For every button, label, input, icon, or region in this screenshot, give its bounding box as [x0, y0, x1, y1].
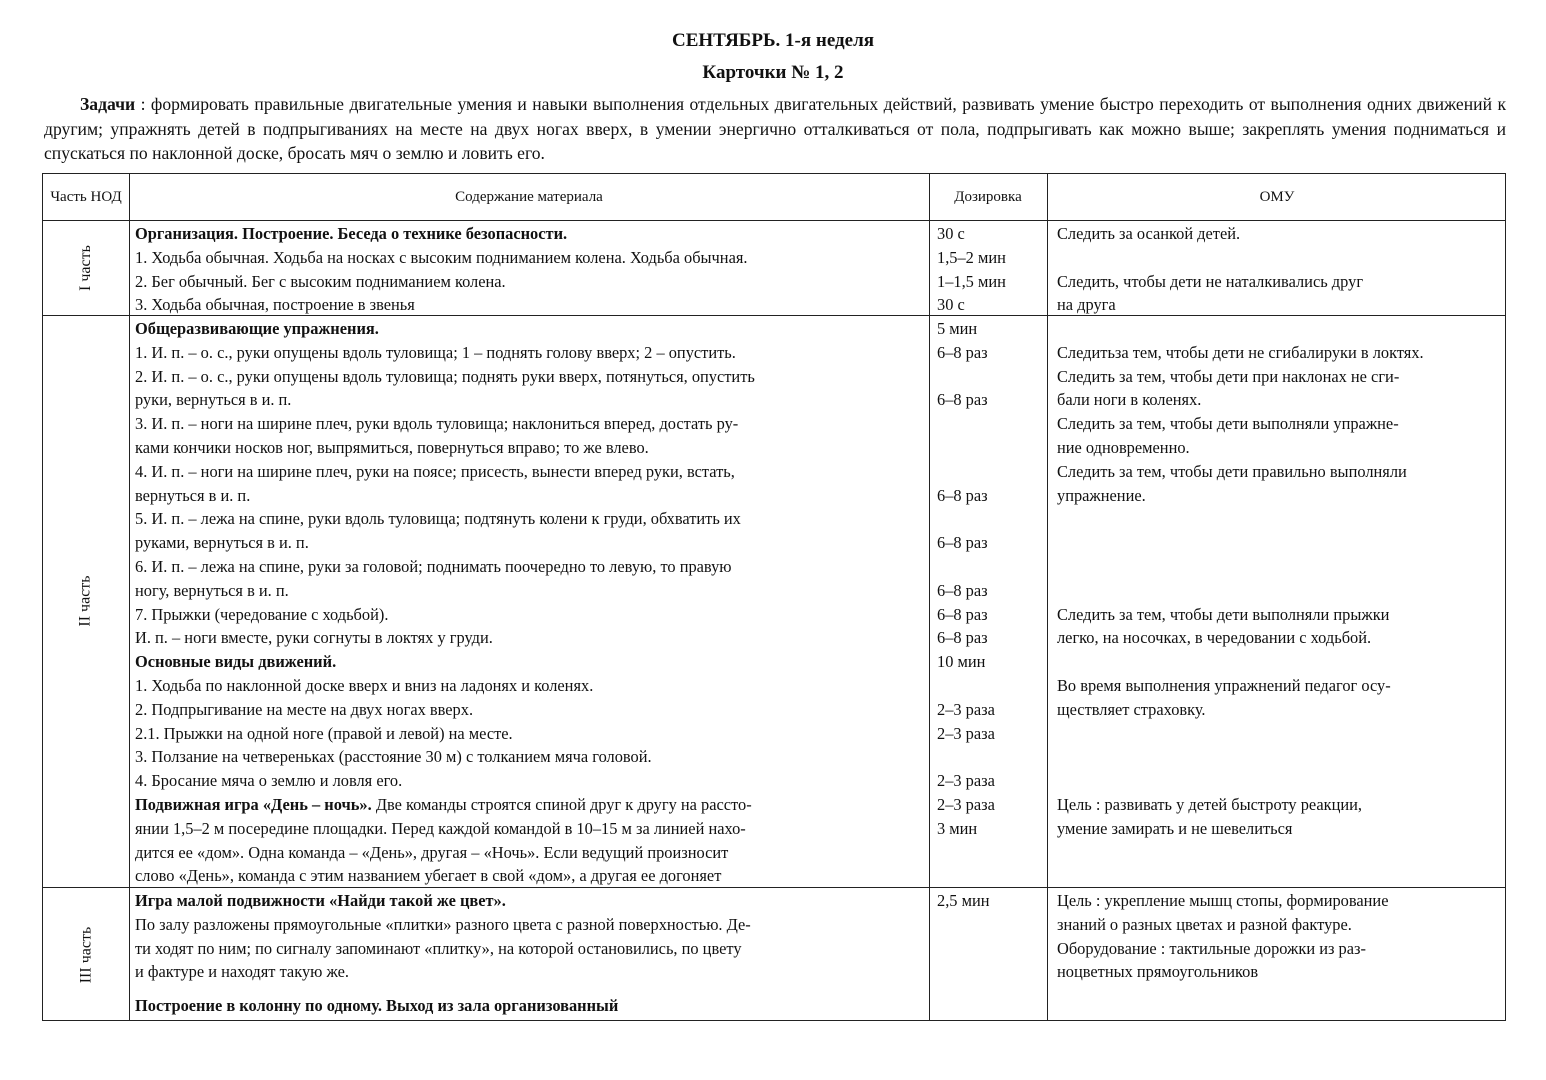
- content-line: 3. Ползание на четвереньках (расстояние 30 м) с толканием мяча головой.: [135, 747, 652, 767]
- part3-dose: [937, 889, 1045, 913]
- content-line: Организация. Построение. Беседа о технике безопасности.: [135, 224, 568, 243]
- content-line: руками, вернуться в и. п.: [135, 533, 309, 553]
- content-line: 2. Подпрыгивание на месте на двух ногах вверх.: [135, 699, 474, 719]
- dose-value: 30 с: [937, 295, 965, 315]
- omu-line: умение замирать и не шевелиться: [1057, 818, 1293, 838]
- part1-content: [135, 222, 925, 317]
- omu-line: Следить за тем, чтобы дети правильно выполняли: [1057, 461, 1407, 481]
- content-line: Игра малой подвижности «Найди такой же цвет».: [135, 891, 506, 910]
- dose-value: 6–8 раз: [937, 580, 988, 600]
- dose-value: 6–8 раз: [937, 342, 988, 362]
- omu-line: упражнение.: [1057, 485, 1146, 505]
- header-omu: ОМУ: [1259, 188, 1295, 205]
- dose-value: 2–3 раза: [937, 723, 995, 743]
- content-line: янии 1,5–2 м посередине площадки. Перед каждой командой в 10–15 м за линией нахо-: [135, 818, 746, 838]
- content-line: руки, вернуться в и. п.: [135, 390, 292, 410]
- omu-line: ществляет страховку.: [1057, 699, 1206, 719]
- content-line: 3. Ходьба обычная, построение в звенья: [135, 295, 415, 315]
- omu-line: Цель : укрепление мышц стопы, формирование: [1057, 891, 1389, 910]
- omu-line: Цель : развивать у детей быстроту реакции,: [1057, 794, 1363, 814]
- content-line: 5. И. п. – лежа на спине, руки вдоль туловища; подтянуть колени к груди, обхватить их: [135, 509, 741, 529]
- dose-value: 2–3 раза: [937, 794, 995, 814]
- omu-line: Следить за осанкой детей.: [1057, 224, 1241, 243]
- content-line: 2.1. Прыжки на одной ноге (правой и левой) на месте.: [135, 723, 513, 743]
- omu-line: знаний о разных цветах и разной фактуре.: [1057, 914, 1352, 934]
- content-line: вернуться в и. п.: [135, 485, 251, 505]
- omu-line: Следить за тем, чтобы дети выполняли прыжки: [1057, 604, 1390, 624]
- omu-line: легко, на носочках, в чередовании с ходьбой.: [1057, 628, 1372, 648]
- omu-line: на друга: [1057, 295, 1116, 315]
- lesson-table: [42, 173, 1506, 1021]
- part3-label-cell: [43, 887, 129, 1022]
- omu-line: Следитьза тем, чтобы дети не сгибалируки в локтях.: [1057, 342, 1424, 362]
- content-line: 2. Бег обычный. Бег с высоким подниманием колена.: [135, 271, 506, 291]
- dose-value: 6–8 раз: [937, 628, 988, 648]
- content-line: По залу разложены прямоугольные «плитки» разного цвета с разной поверхностью. Де-: [135, 914, 751, 934]
- game-title: Подвижная игра «День – ночь».: [135, 794, 372, 814]
- content-line: 7. Прыжки (чередование с ходьбой).: [135, 604, 389, 624]
- tasks-text: : формировать правильные двигательные умения и навыки выполнения отдельных двигательных действий, развивать умение быстро переходить от выполнения одних движений к другим; упражнять детей в подпрыгиваниях на месте на двух ногах вверх, в умении энергично отталкиваться от пола, подпрыгивать как можно выше; закреплять умения подниматься и спускаться по наклонной доске, бросать мяч о землю и ловить его.: [44, 94, 1506, 164]
- part2-content: [135, 317, 925, 888]
- omu-line: бали ноги в коленях.: [1057, 390, 1202, 410]
- dose-value: 5 мин: [937, 319, 978, 338]
- omu-line: Следить за тем, чтобы дети при наклонах не сги-: [1057, 366, 1400, 386]
- content-line: ногу, вернуться в и. п.: [135, 580, 289, 600]
- content-line: дится ее «дом». Одна команда – «День», другая – «Ночь». Если ведущий произносит: [135, 842, 729, 862]
- part3-content: [135, 889, 925, 1018]
- content-line: ками кончики носков ног, выпрямиться, повернуться вправо; то же влево.: [135, 437, 649, 457]
- dose-value: 2–3 раза: [937, 771, 995, 791]
- part1-dose: [937, 222, 1045, 317]
- part2-label: II часть: [76, 575, 94, 627]
- tasks-label: Задачи: [80, 94, 136, 114]
- content-line: 3. И. п. – ноги на ширине плеч, руки вдоль туловища; наклониться вперед, достать ру-: [135, 414, 739, 434]
- part2-omu: [1057, 317, 1503, 841]
- content-line: Построение в колонну по одному. Выход из зала организованный: [135, 996, 619, 1016]
- content-line: 4. И. п. – ноги на ширине плеч, руки на поясе; присесть, вынести вперед руки, встать,: [135, 461, 735, 481]
- content-line: ти ходят по ним; по сигналу запоминают «плитку», на которой остановились, по цвету: [135, 938, 742, 958]
- dose-value: 2–3 раза: [937, 699, 995, 719]
- omu-line: ноцветных прямоугольников: [1057, 962, 1259, 982]
- header-content: Содержание материала: [455, 188, 603, 205]
- header-dose: Дозировка: [954, 188, 1022, 205]
- col-divider: [129, 174, 130, 1020]
- content-line: 4. Бросание мяча о землю и ловля его.: [135, 771, 403, 791]
- content-line: Общеразвивающие упражнения.: [135, 319, 379, 338]
- content-line: слово «День», команда с этим названием убегает в свой «дом», а другая ее догоняет: [135, 866, 722, 886]
- dose-value: 2,5 мин: [937, 891, 990, 910]
- tasks-paragraph: [44, 92, 1506, 166]
- dose-value: 1–1,5 мин: [937, 271, 1006, 291]
- content-line: Основные виды движений.: [135, 652, 337, 672]
- omu-line: Следить, чтобы дети не наталкивались друг: [1057, 271, 1364, 291]
- dose-value: 1,5–2 мин: [937, 247, 1006, 267]
- dose-value: 10 мин: [937, 652, 986, 672]
- content-line: Две команды строятся спиной друг к другу на рассто-: [371, 794, 752, 814]
- content-line: 2. И. п. – о. с., руки опущены вдоль туловища; поднять руки вверх, потянуться, опустить: [135, 366, 755, 386]
- row-divider: [43, 220, 1505, 221]
- content-line: 6. И. п. – лежа на спине, руки за головой; поднимать поочередно то левую, то правую: [135, 556, 732, 576]
- dose-value: 6–8 раз: [937, 485, 988, 505]
- content-line: И. п. – ноги вместе, руки согнуты в локтях у груди.: [135, 628, 493, 648]
- part1-label-cell: [43, 220, 129, 315]
- part2-dose: [937, 317, 1045, 841]
- part2-label-cell: [43, 315, 129, 887]
- col-divider: [929, 174, 930, 1020]
- content-line: 1. Ходьба обычная. Ходьба на носках с высоким подниманием колена. Ходьба обычная.: [135, 247, 748, 267]
- content-line: 1. И. п. – о. с., руки опущены вдоль туловища; 1 – поднять голову вверх; 2 – опустить.: [135, 342, 736, 362]
- part1-omu: [1057, 222, 1503, 317]
- col-divider: [1047, 174, 1048, 1020]
- omu-line: ние одновременно.: [1057, 437, 1190, 457]
- dose-value: 6–8 раз: [937, 390, 988, 410]
- header-part: Часть НОД: [50, 188, 122, 205]
- page-title: СЕНТЯБРЬ. 1-я неделя: [671, 30, 875, 51]
- dose-value: 6–8 раз: [937, 604, 988, 624]
- omu-line: Во время выполнения упражнений педагог осу-: [1057, 675, 1391, 695]
- omu-line: Следить за тем, чтобы дети выполняли упражне-: [1057, 414, 1399, 434]
- content-line: и фактуре и находят такую же.: [135, 962, 349, 982]
- content-line: 1. Ходьба по наклонной доске вверх и вниз на ладонях и коленях.: [135, 675, 594, 695]
- dose-value: 3 мин: [937, 818, 978, 838]
- part1-label: I часть: [77, 244, 94, 291]
- dose-value: 6–8 раз: [937, 533, 988, 553]
- page-subtitle: Карточки № 1, 2: [702, 62, 844, 83]
- omu-line: Оборудование : тактильные дорожки из раз-: [1057, 938, 1366, 958]
- part3-omu: [1057, 889, 1503, 984]
- part3-label: III часть: [77, 926, 94, 983]
- dose-value: 30 с: [937, 224, 965, 243]
